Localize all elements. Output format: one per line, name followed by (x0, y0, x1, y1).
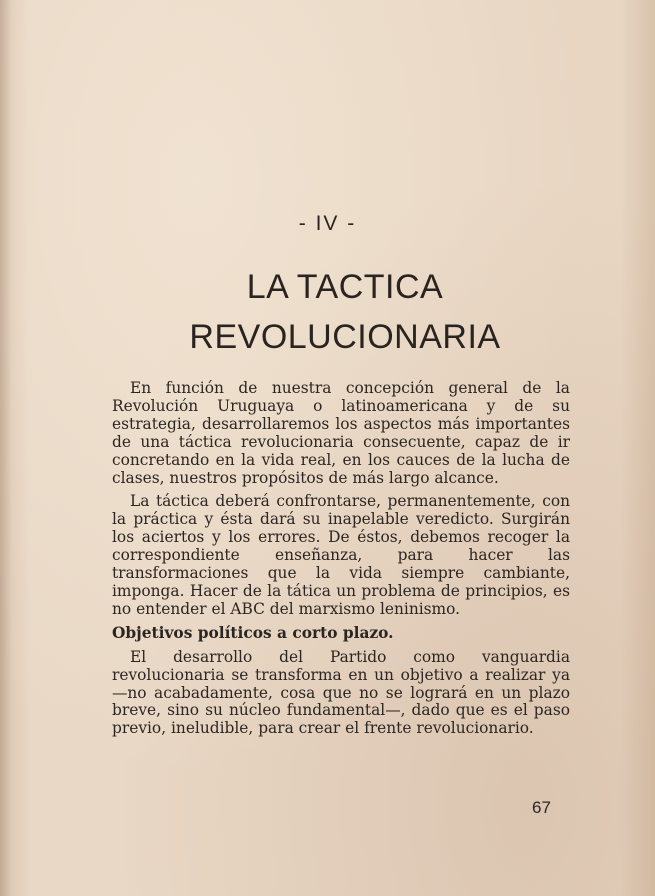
chapter-title-line-1: LA TACTICA (246, 268, 444, 306)
paragraph-2: La táctica deberá confrontarse, permanentemente, con la práctica y ésta dará su inapelable veredicto. Surgirán los aciertos y los errores. De éstos, debemos recoger la correspondiente enseñanza, para hacer las transformaciones que la vida siempre cambiante, imponga. Hacer de la tática un problema de principios, es no entender el ABC del marxismo leninismo. (112, 492, 570, 618)
paragraph-1: En función de nuestra concepción general de la Revolución Uruguaya o latinoamericana y de su estrategia, desarrollaremos los aspectos más importantes de una táctica revolucionaria consecuente, capaz de ir concretando en la vida real, en los cauces de la lucha de clases, nuestros propósitos de más largo alcance. (112, 379, 570, 487)
section-heading: Objetivos políticos a corto plazo. (112, 623, 394, 642)
page-number: 67 (532, 798, 551, 817)
chapter-title-line-2: REVOLUCIONARIA (189, 318, 501, 356)
paragraph-3: El desarrollo del Partido como vanguardia revolucionaria se transforma en un objetivo a realizar ya —no acabadamente, cosa que no se logrará en un plazo breve, sino su núcleo fundamental—, dado que es el paso previo, ineludible, para crear el frente revolucionario. (112, 647, 570, 738)
chapter-title (0, 262, 655, 362)
body-text (112, 380, 570, 744)
chapter-number: - IV - (298, 212, 357, 235)
